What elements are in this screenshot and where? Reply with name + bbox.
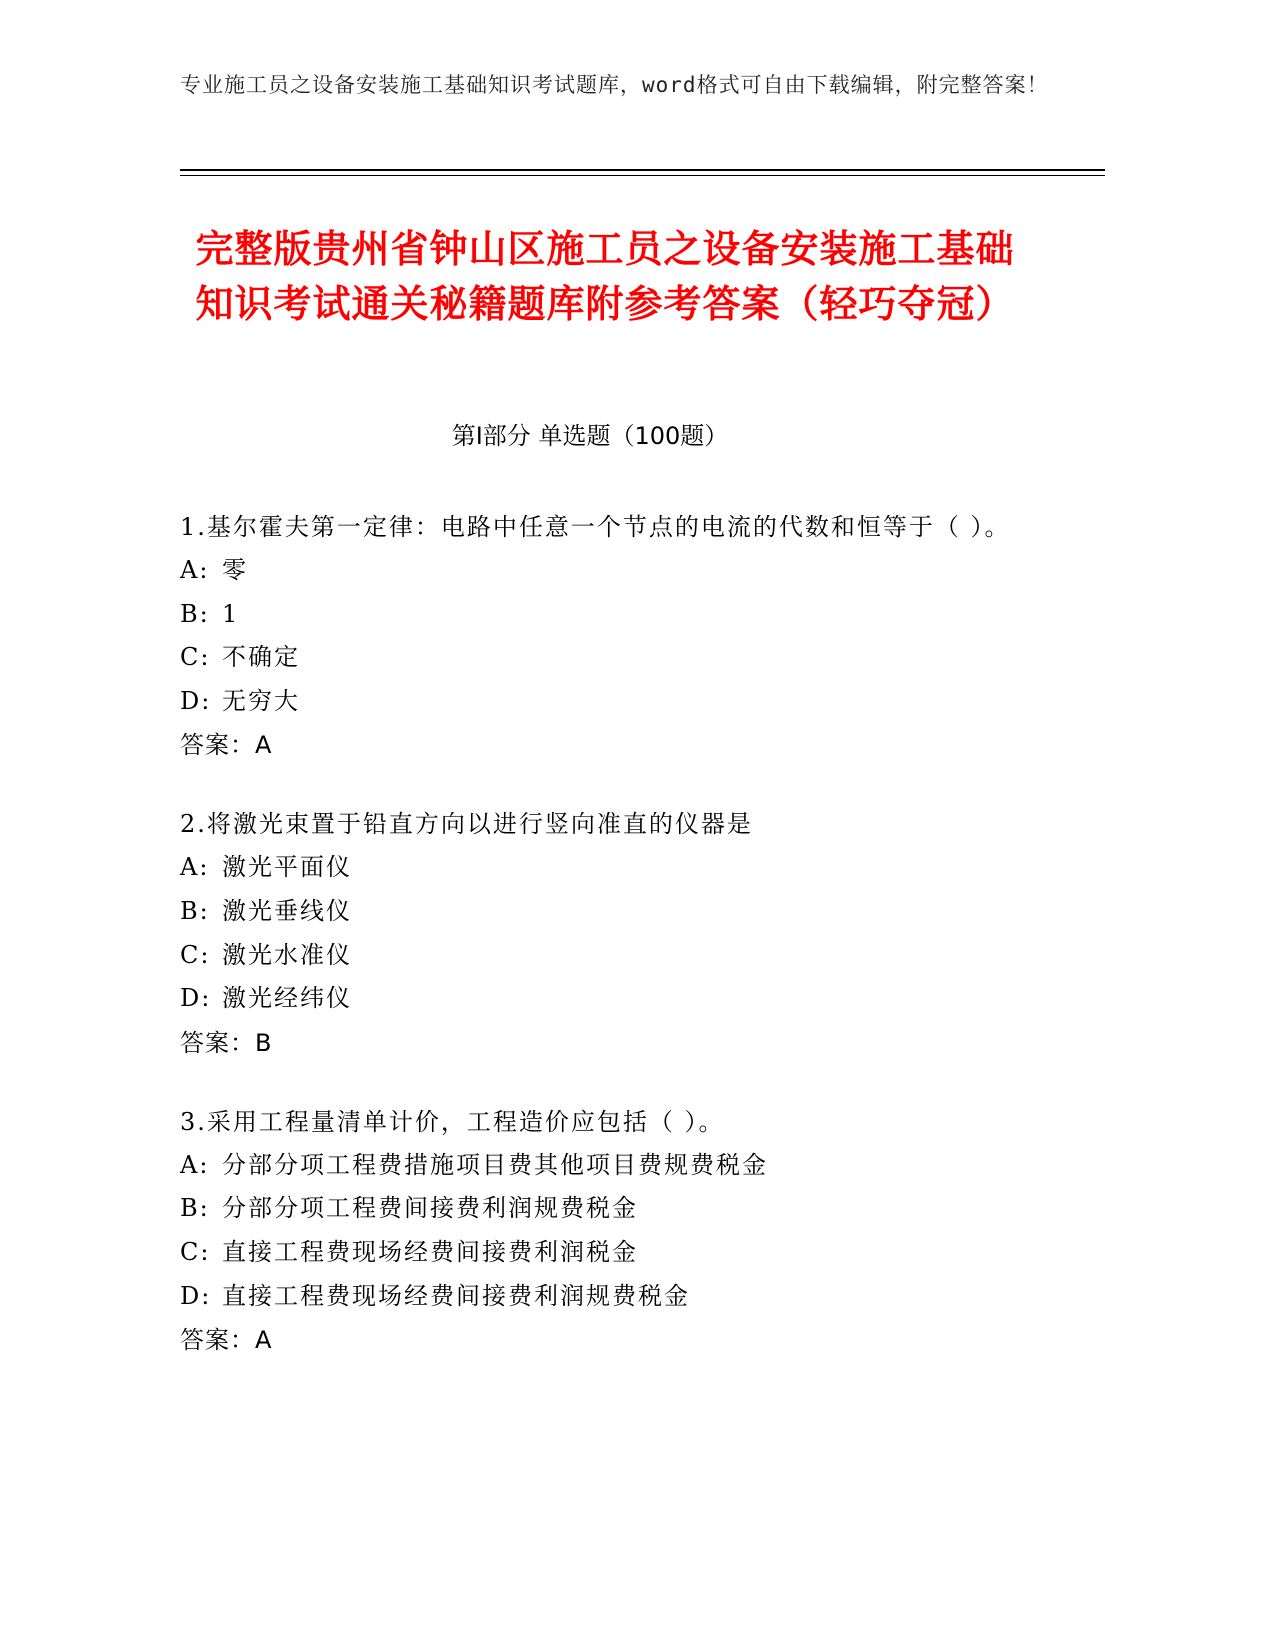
- option-c: [180, 1231, 1040, 1275]
- option-text: 直接工程费现场经费间接费利润税金: [222, 1237, 638, 1266]
- option-letter: D:: [180, 984, 212, 1013]
- option-letter: C:: [180, 940, 211, 969]
- option-text: 分部分项工程费措施项目费其他项目费规费税金: [222, 1150, 768, 1179]
- option-letter: B:: [180, 1194, 210, 1223]
- option-letter: A:: [180, 853, 210, 882]
- document-title: 完整版贵州省钟山区施工员之设备安装施工基础知识考试通关秘籍题库附参考答案（轻巧夺冠）: [195, 227, 1015, 326]
- option-text: 1: [222, 599, 240, 628]
- question-2: [180, 803, 1040, 1064]
- option-text: 分部分项工程费间接费利润规费税金: [222, 1194, 638, 1223]
- question-stem: 1.基尔霍夫第一定律：电路中任意一个节点的电流的代数和恒等于（ ）。: [180, 513, 1011, 541]
- option-text: 零: [222, 556, 248, 584]
- header-rule-thin: [180, 175, 1105, 176]
- option-letter: A:: [180, 556, 210, 584]
- question-1: [180, 506, 1040, 767]
- option-text: 直接工程费现场经费间接费利润规费税金: [222, 1281, 690, 1310]
- option-text: 激光平面仪: [222, 853, 352, 882]
- option-text: 不确定: [222, 643, 300, 672]
- question-list: [180, 506, 1040, 1398]
- option-b: [180, 890, 1040, 934]
- option-b: [180, 593, 1040, 637]
- option-letter: B:: [180, 599, 210, 628]
- option-text: 激光垂线仪: [222, 896, 352, 925]
- option-letter: D:: [180, 686, 212, 715]
- option-d: [180, 977, 1040, 1021]
- option-letter: B:: [180, 896, 210, 925]
- option-letter: A:: [180, 1150, 210, 1179]
- question-stem: 2.将激光束置于铅直方向以进行竖向准直的仪器是: [180, 810, 753, 839]
- option-a: [180, 1144, 1040, 1188]
- option-letter: C:: [180, 1237, 211, 1266]
- option-c: [180, 934, 1040, 978]
- option-b: [180, 1187, 1040, 1231]
- section-title: 第Ⅰ部分 单选题（100题）: [451, 422, 729, 450]
- answer-label: 答案：B: [180, 1028, 273, 1057]
- option-letter: C:: [180, 643, 211, 672]
- option-letter: D:: [180, 1281, 212, 1310]
- option-d: [180, 1275, 1040, 1319]
- option-c: [180, 636, 1040, 680]
- header-rule-thick: [180, 169, 1105, 171]
- option-a: [180, 846, 1040, 890]
- question-3: [180, 1101, 1040, 1362]
- question-stem: 3.采用工程量清单计价，工程造价应包括（ ）。: [180, 1107, 725, 1136]
- option-text: 无穷大: [222, 686, 300, 715]
- answer-label: 答案：A: [180, 1326, 273, 1355]
- answer-label: 答案：A: [180, 731, 273, 760]
- header-note: 专业施工员之设备安装施工基础知识考试题库，word格式可自由下载编辑，附完整答案！: [180, 73, 1049, 97]
- option-d: [180, 680, 1040, 724]
- option-text: 激光经纬仪: [222, 984, 352, 1013]
- option-a: [180, 549, 1040, 593]
- option-text: 激光水准仪: [222, 940, 352, 969]
